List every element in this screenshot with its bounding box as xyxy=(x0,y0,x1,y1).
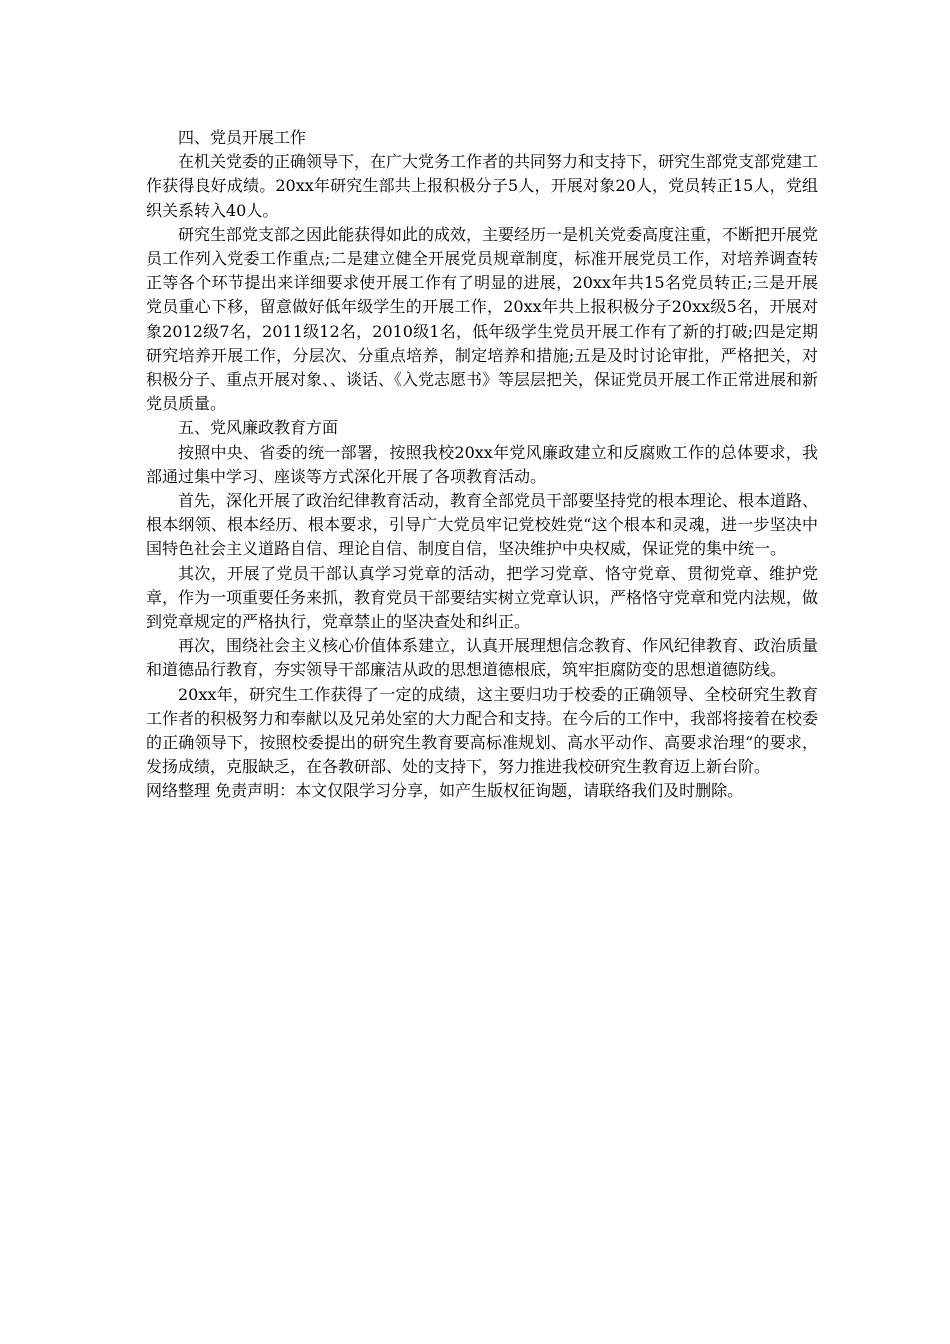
section-4-paragraph-2: 研究生部党支部之因此能获得如此的成效，主要经历一是机关党委高度注重，不断把开展党员工作列入党委工作重点;二是建立健全开展党员规章制度，标准开展党员工作，对培养调查转正等各个环节提出来详细要求使开展工作有了明显的进展，20xx年共15名党员转正;三是开展党员重心下移，留意做好低年级学生的开展工作，20xx年共上报积极分子20xx级5名，开展对象2012级7名，2011级12名，2010级1名，低年级学生党员开展工作有了新的打破;四是定期研究培养开展工作，分层次、分重点培养，制定培养和措施;五是及时讨论审批，严格把关，对积极分子、重点开展对象、、谈话、《入党志愿书》等层层把关，保证党员开展工作正常进展和新党员质量。 xyxy=(146,224,819,414)
section-4-paragraph-1: 在机关党委的正确领导下，在广大党务工作者的共同努力和支持下，研究生部党支部党建工作获得良好成绩。20xx年研究生部共上报积极分子5人，开展对象20人，党员转正15人，党组织关系转入40人。 xyxy=(146,152,819,220)
document-body xyxy=(146,126,818,804)
section-5-paragraph-2: 首先，深化开展了政治纪律教育活动，教育全部党员干部要坚持党的根本理论、根本道路、根本纲领、根本经历、根本要求，引导广大党员牢记党校姓党“这个根本和灵魂，进一步坚决中国特色社会主义道路自信、理论自信、制度自信，坚决维护中央权威，保证党的集中统一。 xyxy=(146,491,819,559)
section-5-paragraph-3: 其次，开展了党员干部认真学习党章的活动，把学习党章、恪守党章、贯彻党章、维护党章，作为一项重要任务来抓，教育党员干部要结实树立党章认识，严格恪守党章和党内法规，做到党章规定的严格执行，党章禁止的坚决查处和纠正。 xyxy=(146,563,819,632)
section-5-heading: 五、党风廉政教育方面 xyxy=(178,418,339,438)
conclusion-paragraph: 20xx年，研究生工作获得了一定的成绩，这主要归功于校委的正确领导、全校研究生教育工作者的积极努力和奉献以及兄弟处室的大力配合和支持。在今后的工作中，我部将接着在校委的正确领导下，按照校委提出的研究生教育要高标准规划、高水平动作、高要求治理“的要求，发扬成绩，克服缺乏，在各教研部、处的支持下，努力推进我校研究生教育迈上新台阶。 xyxy=(146,684,819,777)
section-5-paragraph-1: 按照中央、省委的统一部署，按照我校20xx年党风廉政建立和反腐败工作的总体要求，我部通过集中学习、座谈等方式深化开展了各项教育活动。 xyxy=(146,442,818,486)
section-5-paragraph-4: 再次，围绕社会主义核心价值体系建立，认真开展理想信念教育、作风纪律教育、政治质量和道德品行教育，夯实领导干部廉洁从政的思想道德根底，筑牢拒腐防变的思想道德防线。 xyxy=(146,636,819,680)
section-4-heading: 四、党员开展工作 xyxy=(178,128,307,147)
disclaimer: 网络整理 免责声明：本文仅限学习分享，如产生版权征询题，请联络我们及时删除。 xyxy=(146,781,744,801)
